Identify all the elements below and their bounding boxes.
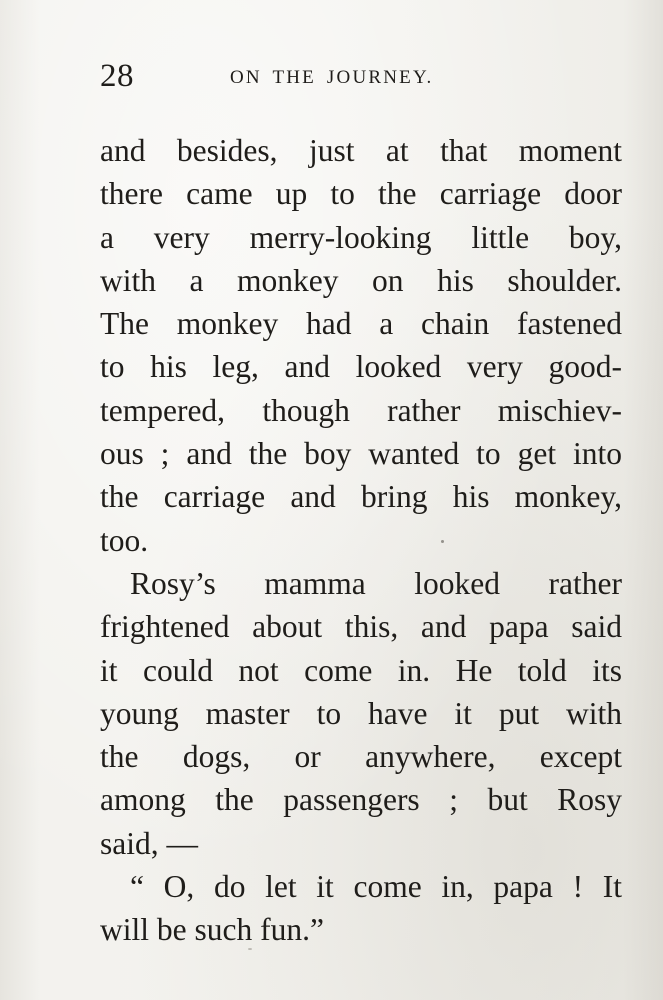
text-line: it could not come in. He told its bbox=[100, 652, 622, 688]
running-head-title: ON THE JOURNEY. bbox=[230, 67, 434, 88]
running-head bbox=[100, 58, 520, 98]
text-line: ous ; and the boy wanted to get into bbox=[100, 436, 622, 472]
text-line: with a monkey on his shoulder. bbox=[100, 262, 622, 298]
paper-speck bbox=[248, 948, 252, 950]
text-line: a very merry-looking little boy, bbox=[100, 219, 622, 255]
text-line: the carriage and bring his monkey, bbox=[100, 479, 622, 515]
text-line: tempered, though rather mischiev- bbox=[100, 392, 622, 428]
text-line: frightened about this, and papa said bbox=[100, 609, 622, 645]
text-line: to his leg, and looked very good- bbox=[100, 349, 622, 385]
page-number: 28 bbox=[100, 58, 134, 94]
text-line: said, — bbox=[100, 825, 198, 861]
text-line: “ O, do let it come in, papa ! It bbox=[130, 869, 622, 905]
text-line: young master to have it put with bbox=[100, 695, 622, 731]
text-line: and besides, just at that moment bbox=[100, 133, 622, 168]
body-text bbox=[100, 129, 622, 952]
text-line: there came up to the carriage door bbox=[100, 176, 622, 212]
text-line: the dogs, or anywhere, except bbox=[100, 739, 622, 775]
text-line: too. bbox=[100, 522, 149, 558]
text-line: Rosy’s mamma looked rather bbox=[130, 565, 622, 601]
text-line: will be such fun.” bbox=[100, 912, 324, 948]
paper-speck bbox=[441, 540, 444, 543]
text-line: The monkey had a chain fastened bbox=[100, 306, 622, 342]
text-line: among the passengers ; but Rosy bbox=[100, 782, 622, 818]
